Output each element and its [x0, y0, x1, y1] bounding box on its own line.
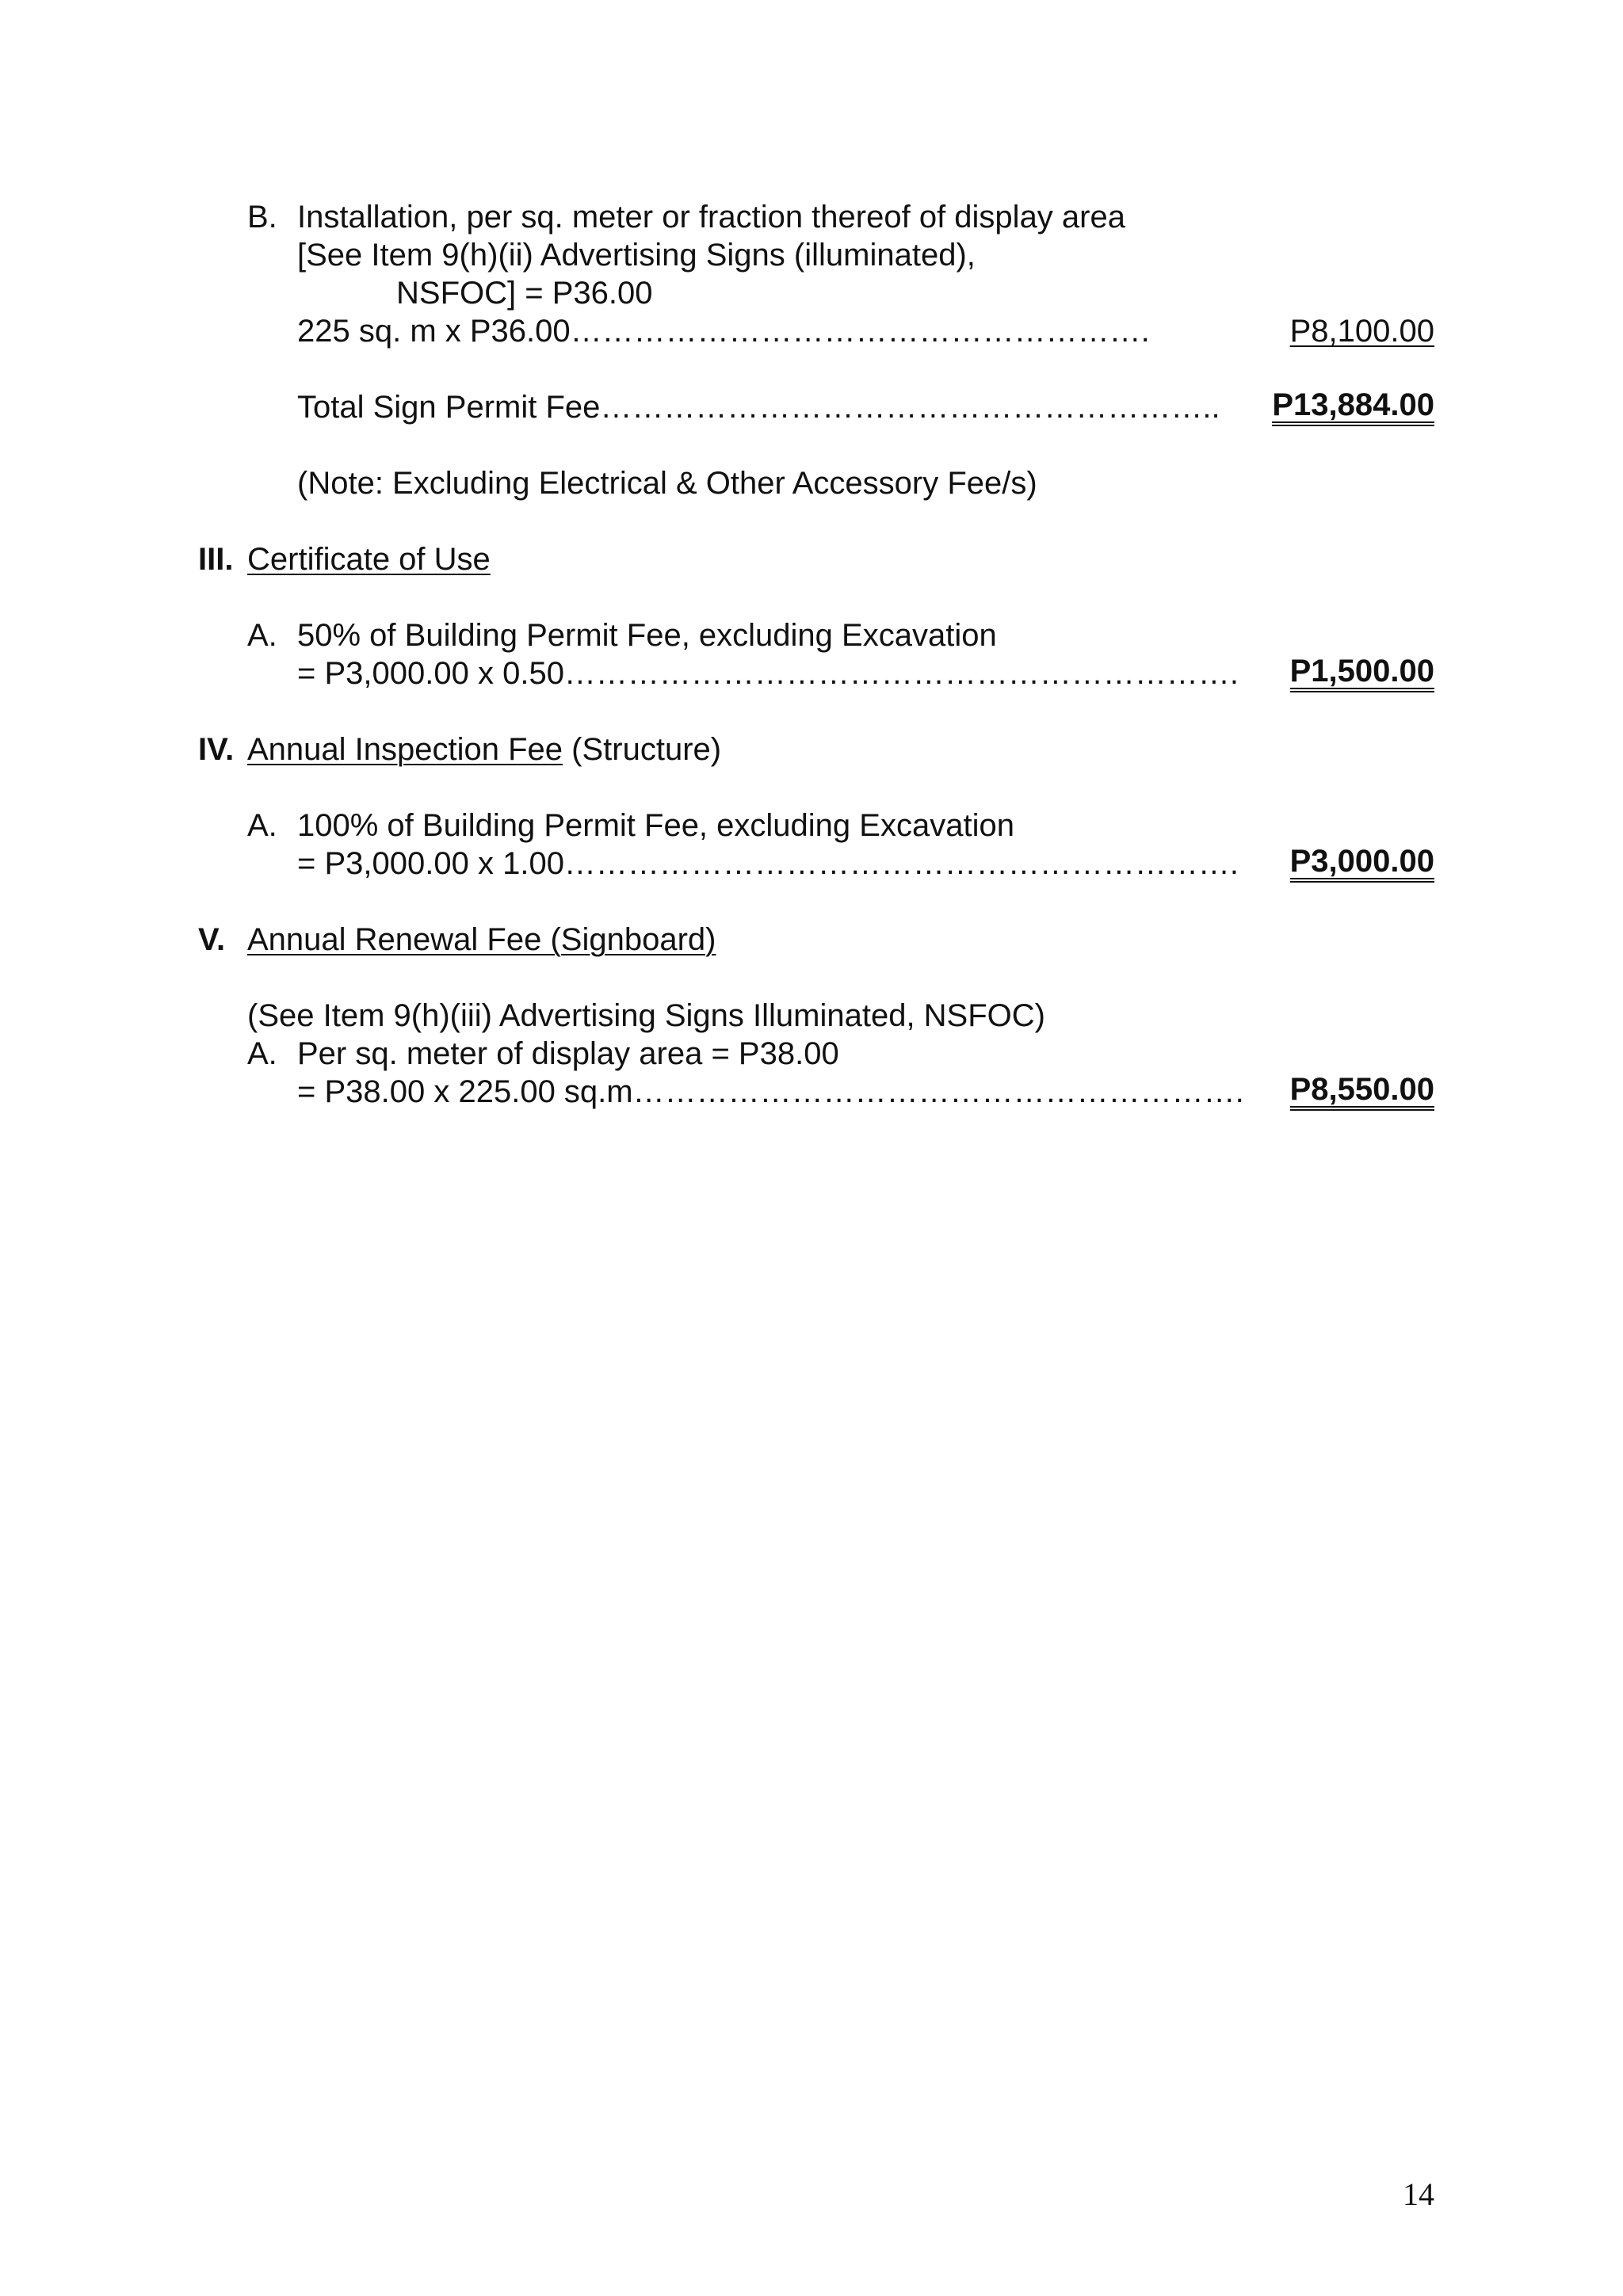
item-marker-b: B. [247, 200, 277, 235]
section-iv-title-suffix: (Structure) [563, 732, 722, 767]
section-iv-calculation: = P3,000.00 x 1.00………………………………………………………. [297, 846, 1239, 881]
section-v-title: Annual Renewal Fee (Signboard) [247, 922, 716, 957]
section-iii-item-text: 50% of Building Permit Fee, excluding Excavation [297, 618, 997, 653]
section-b-description-line1: Installation, per sq. meter or fraction thereof of display area [297, 200, 1125, 235]
section-b-description-line2: [See Item 9(h)(ii) Advertising Signs (illuminated), [297, 238, 976, 273]
section-b-description-line3: NSFOC] = P36.00 [396, 276, 653, 311]
section-iii-amount: P1,500.00 [1290, 654, 1434, 692]
section-v-item-marker: A. [247, 1036, 277, 1071]
section-iv-numeral: IV. [198, 732, 235, 767]
section-v-see-item: (See Item 9(h)(iii) Advertising Signs Illuminated, NSFOC) [247, 998, 1045, 1033]
section-iii-calculation: = P3,000.00 x 0.50………………………………………………………. [297, 656, 1239, 691]
section-iv-amount: P3,000.00 [1290, 845, 1434, 883]
section-iv-title: Annual Inspection Fee [247, 732, 563, 767]
section-v-calculation: = P38.00 x 225.00 sq.m…………………………………………………. [297, 1074, 1244, 1109]
page-number: 14 [1403, 2176, 1434, 2212]
section-b-amount: P8,100.00 [1289, 314, 1434, 349]
section-iv-heading [247, 730, 721, 769]
section-v-numeral: V. [198, 922, 226, 957]
section-iii-numeral: III. [198, 542, 234, 577]
section-v-amount: P8,550.00 [1290, 1073, 1434, 1111]
section-b-calculation: 225 sq. m x P36.00………………………………………………. [297, 314, 1150, 349]
note-text: (Note: Excluding Electrical & Other Accessory Fee/s) [297, 466, 1037, 501]
total-sign-permit-amount: P13,884.00 [1272, 388, 1434, 426]
section-iv-item-marker: A. [247, 808, 277, 843]
section-v-item-text: Per sq. meter of display area = P38.00 [297, 1036, 839, 1071]
total-sign-permit-label: Total Sign Permit Fee………………………………………………….. [297, 390, 1220, 425]
section-iii-title: Certificate of Use [247, 542, 491, 577]
section-iii-item-marker: A. [247, 618, 277, 653]
section-iv-item-text: 100% of Building Permit Fee, excluding Excavation [297, 808, 1014, 843]
